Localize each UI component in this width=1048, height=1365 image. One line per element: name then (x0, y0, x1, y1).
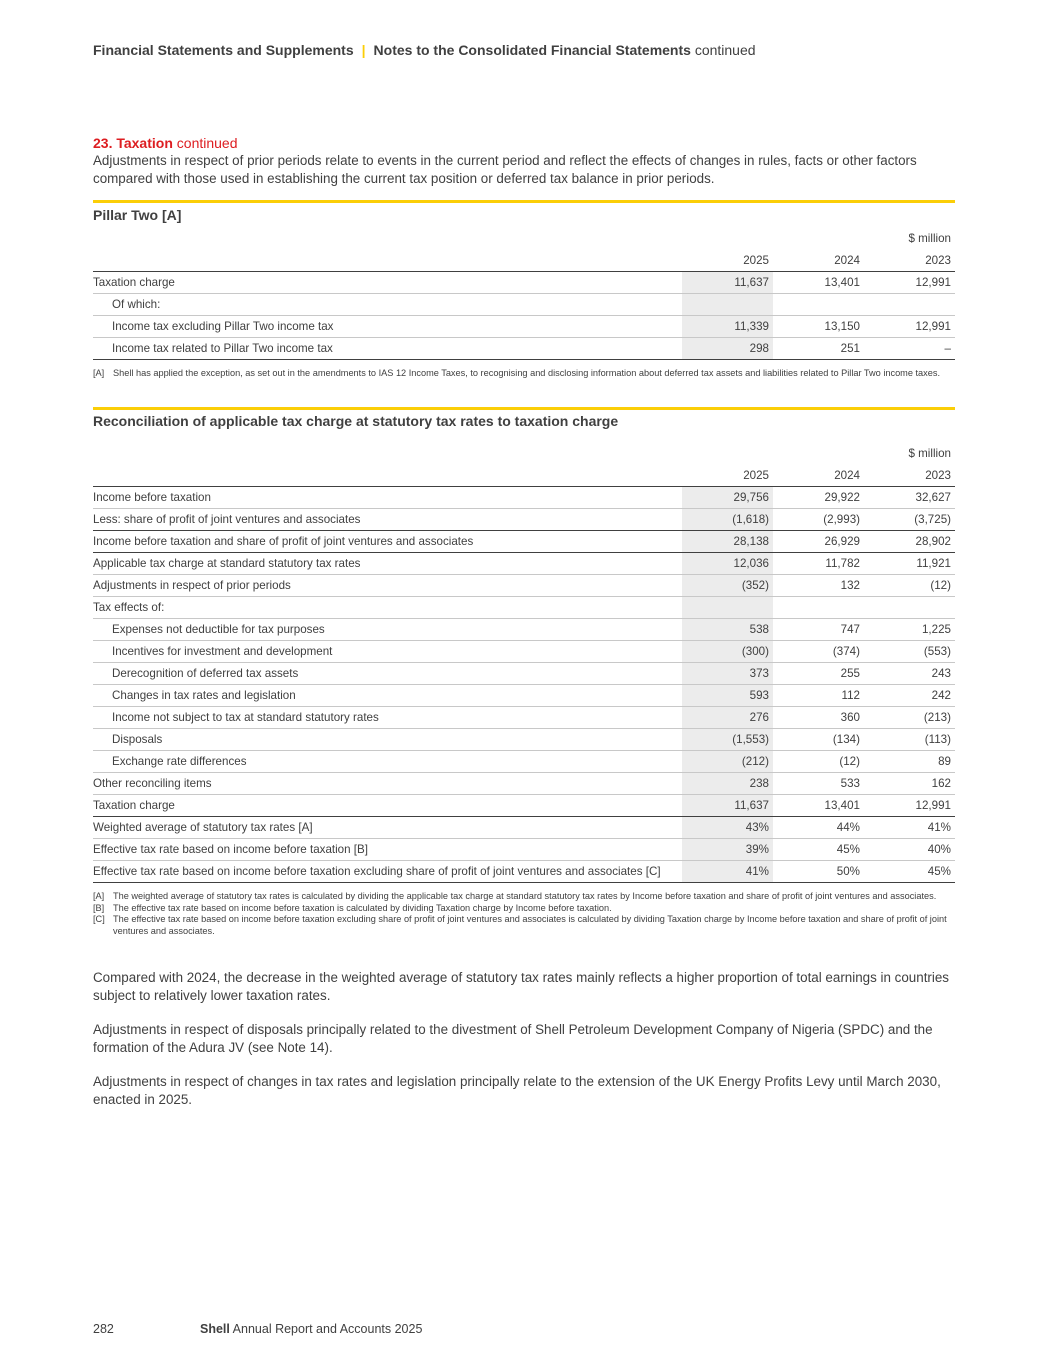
cell-2023: (553) (864, 641, 955, 663)
table-row (93, 729, 955, 751)
cell-2023: 28,902 (864, 531, 955, 553)
footnote-text: The effective tax rate based on income before taxation is calculated by dividing Taxation charge by Income before taxation. (113, 902, 612, 913)
table-row (93, 663, 955, 685)
footnote-key: [C] (93, 914, 105, 924)
commentary-paragraph: Compared with 2024, the decrease in the weighted average of statutory tax rates mainly reflects a higher proportion of total earnings in countries subject to relatively lower taxation rates. (93, 970, 949, 1003)
footnote (93, 914, 953, 937)
cell-2024: (374) (773, 641, 864, 663)
footnote-text: The weighted average of statutory tax rates is calculated by dividing the applicable tax charge at standard statutory tax rates by Income before taxation and share of profit of joint ventures and associates. (113, 891, 937, 901)
row-label: Changes in tax rates and legislation (93, 685, 682, 707)
year-header: 2023 (864, 249, 955, 272)
row-label: Derecognition of deferred tax assets (93, 663, 682, 685)
cell-2023 (864, 294, 955, 316)
note-title (93, 135, 238, 151)
header-separator: | (361, 42, 366, 58)
pillar-two-footnotes (93, 368, 953, 380)
cell-2025: 29,756 (682, 487, 773, 509)
table-row (93, 707, 955, 729)
cell-2025: (212) (682, 751, 773, 773)
cell-2024: 11,782 (773, 553, 864, 575)
row-label: Applicable tax charge at standard statutory tax rates (93, 553, 682, 575)
row-label: Other reconciling items (93, 773, 682, 795)
cell-2024: 360 (773, 707, 864, 729)
cell-2024: 132 (773, 575, 864, 597)
row-label: Of which: (93, 294, 682, 316)
table-row (93, 575, 955, 597)
cell-2025 (682, 597, 773, 619)
cell-2023: 45% (864, 861, 955, 883)
note-continued: continued (176, 135, 238, 151)
cell-2024: 13,401 (773, 795, 864, 817)
units-row (93, 442, 955, 464)
cell-2024: 44% (773, 817, 864, 839)
cell-2024: 251 (773, 338, 864, 360)
footnote (93, 903, 953, 915)
row-label: Taxation charge (93, 795, 682, 817)
cell-2023: (12) (864, 575, 955, 597)
footnote-text: The effective tax rate based on income before taxation excluding share of profit of joint ventures and associates is calculated by dividing Taxation charge by Income before taxation and share of profit of joint ventures and associates. (113, 914, 947, 936)
pillar-two-title: Pillar Two [A] (93, 207, 182, 223)
row-label: Tax effects of: (93, 597, 682, 619)
units-label: $ million (908, 446, 951, 460)
header-continued: continued (694, 42, 756, 58)
cell-2023: 11,921 (864, 553, 955, 575)
row-label: Effective tax rate based on income before taxation excluding share of profit of joint ventures and associates [C] (93, 861, 682, 883)
cell-2023: 1,225 (864, 619, 955, 641)
header-section: Financial Statements and Supplements (93, 42, 354, 58)
table-row (93, 316, 955, 338)
table-row (93, 773, 955, 795)
row-label: Income before taxation (93, 487, 682, 509)
row-label: Weighted average of statutory tax rates [A] (93, 817, 682, 839)
row-label: Income not subject to tax at standard statutory rates (93, 707, 682, 729)
row-label: Income tax excluding Pillar Two income tax (93, 316, 682, 338)
cell-2023: (3,725) (864, 509, 955, 531)
pillar-two-rule (93, 200, 955, 203)
cell-2025: 39% (682, 839, 773, 861)
cell-2025: (352) (682, 575, 773, 597)
cell-2024: 50% (773, 861, 864, 883)
row-label: Effective tax rate based on income before taxation [B] (93, 839, 682, 861)
cell-2023: 243 (864, 663, 955, 685)
footnote-key: [A] (93, 891, 105, 901)
cell-2023: 12,991 (864, 795, 955, 817)
cell-2025: (1,618) (682, 509, 773, 531)
note-number-title: 23. Taxation (93, 135, 173, 151)
cell-2024: 26,929 (773, 531, 864, 553)
year-header: 2025 (682, 249, 773, 272)
cell-2023: 242 (864, 685, 955, 707)
page-footer (93, 1322, 422, 1336)
year-header: 2024 (773, 249, 864, 272)
years-row (93, 464, 955, 487)
cell-2023: 40% (864, 839, 955, 861)
reconciliation-table (93, 442, 955, 883)
cell-2024: 13,150 (773, 316, 864, 338)
commentary-paragraph: Adjustments in respect of disposals principally related to the divestment of Shell Petroleum Development Company of Nigeria (SPDC) and the formation of the Adura JV (see Note 14). (93, 1022, 933, 1055)
cell-2024: 112 (773, 685, 864, 707)
row-label: Income tax related to Pillar Two income tax (93, 338, 682, 360)
row-label: Disposals (93, 729, 682, 751)
table-row (93, 597, 955, 619)
cell-2024: 747 (773, 619, 864, 641)
year-header: 2025 (682, 464, 773, 487)
row-label: Less: share of profit of joint ventures and associates (93, 509, 682, 531)
cell-2024 (773, 597, 864, 619)
cell-2023 (864, 597, 955, 619)
cell-2025: 43% (682, 817, 773, 839)
table-row (93, 553, 955, 575)
cell-2025: 28,138 (682, 531, 773, 553)
table-row (93, 531, 955, 553)
cell-2025: 12,036 (682, 553, 773, 575)
cell-2024: (134) (773, 729, 864, 751)
row-label: Income before taxation and share of profit of joint ventures and associates (93, 531, 682, 553)
cell-2023: (113) (864, 729, 955, 751)
cell-2025: (300) (682, 641, 773, 663)
table-row (93, 509, 955, 531)
table-row (93, 817, 955, 839)
cell-2024 (773, 294, 864, 316)
cell-2023: – (864, 338, 955, 360)
year-header: 2023 (864, 464, 955, 487)
cell-2024: (12) (773, 751, 864, 773)
pillar-two-table (93, 227, 955, 360)
table-row (93, 641, 955, 663)
cell-2023: 162 (864, 773, 955, 795)
table-row (93, 685, 955, 707)
cell-2023: 41% (864, 817, 955, 839)
page-header (93, 42, 756, 58)
cell-2023: 89 (864, 751, 955, 773)
cell-2024: 45% (773, 839, 864, 861)
table-row (93, 619, 955, 641)
row-label: Incentives for investment and development (93, 641, 682, 663)
row-label: Expenses not deductible for tax purposes (93, 619, 682, 641)
footnote-text: Shell has applied the exception, as set out in the amendments to IAS 12 Income Taxes, to recognising and disclosing information about deferred tax assets and liabilities related to Pillar Two income taxes. (113, 368, 941, 378)
table-row (93, 272, 955, 294)
cell-2024: 255 (773, 663, 864, 685)
cell-2023: 12,991 (864, 272, 955, 294)
cell-2025: 538 (682, 619, 773, 641)
cell-2025: 373 (682, 663, 773, 685)
cell-2025 (682, 294, 773, 316)
row-label: Taxation charge (93, 272, 682, 294)
cell-2023: (213) (864, 707, 955, 729)
footnote (93, 368, 953, 380)
table-row (93, 487, 955, 509)
row-label: Exchange rate differences (93, 751, 682, 773)
cell-2025: 238 (682, 773, 773, 795)
cell-2025: 11,339 (682, 316, 773, 338)
cell-2024: (2,993) (773, 509, 864, 531)
reconciliation-title: Reconciliation of applicable tax charge at statutory tax rates to taxation charge (93, 413, 619, 429)
cell-2025: 11,637 (682, 272, 773, 294)
cell-2024: 533 (773, 773, 864, 795)
footer-report: Annual Report and Accounts 2025 (232, 1322, 423, 1336)
cell-2025: 41% (682, 861, 773, 883)
commentary-paragraph: Adjustments in respect of changes in tax rates and legislation principally relate to the extension of the UK Energy Profits Levy until March 2030, enacted in 2025. (93, 1074, 941, 1107)
note-intro: Adjustments in respect of prior periods relate to events in the current period and reflect the effects of changes in rules, facts or other factors compared with those used in establishing the current tax position or deferred tax balance in prior periods. (93, 153, 917, 186)
row-label: Adjustments in respect of prior periods (93, 575, 682, 597)
header-subsection: Notes to the Consolidated Financial Statements (373, 42, 691, 58)
page-number: 282 (93, 1322, 114, 1336)
cell-2025: 298 (682, 338, 773, 360)
cell-2025: 593 (682, 685, 773, 707)
cell-2024: 29,922 (773, 487, 864, 509)
table-row (93, 861, 955, 883)
reconciliation-footnotes (93, 891, 953, 937)
table-row (93, 839, 955, 861)
reconciliation-rule (93, 407, 955, 410)
units-row (93, 227, 955, 249)
table-row (93, 795, 955, 817)
year-header: 2024 (773, 464, 864, 487)
footer-brand: Shell (200, 1322, 230, 1336)
units-label: $ million (908, 231, 951, 245)
table-row (93, 751, 955, 773)
footnote (93, 891, 953, 903)
cell-2025: 276 (682, 707, 773, 729)
footnote-key: [B] (93, 902, 105, 913)
footnote-key: [A] (93, 368, 105, 378)
cell-2025: 11,637 (682, 795, 773, 817)
table-row (93, 294, 955, 316)
table-row (93, 338, 955, 360)
cell-2023: 12,991 (864, 316, 955, 338)
cell-2025: (1,553) (682, 729, 773, 751)
years-row (93, 249, 955, 272)
cell-2023: 32,627 (864, 487, 955, 509)
cell-2024: 13,401 (773, 272, 864, 294)
